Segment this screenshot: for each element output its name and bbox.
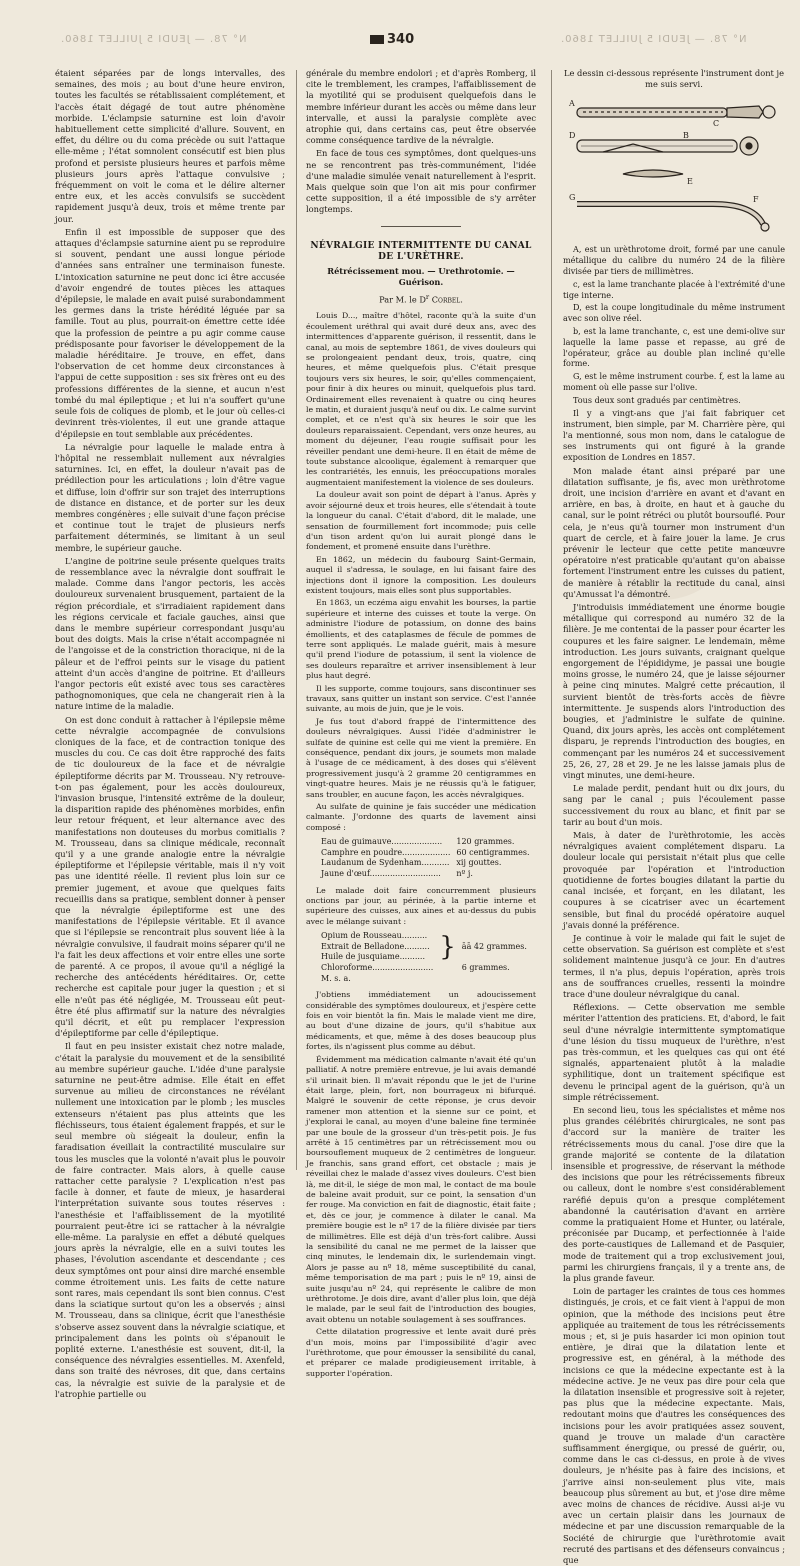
prescription-row: Jaune d'œuf............................ nº j. — [321, 869, 473, 879]
paragraph: La névralgie pour laquelle le malade entra à l'hôpital ne ressemblait nullement aux névralgies saturnines. Ici, en effet, la douleur n'avait pas de prédilection pour les articulations ; loin d'être vague et diffuse, loin d'offrir sur son trajet des interruptions de distance en distance, et de porter sur les deux membres congénères ; elle suivait d'une façon précise et continue tout le trajet de plusieurs nerfs parfaitement déterminés, se limitant à un seul membre, le supérieur gauche. — [55, 441, 285, 553]
paragraph: L'angine de poitrine seule présente quelques traits de ressemblance avec la névralgie dont souffrait le malade. Comme dans l'angor pectoris, les accès douloureux survenaient brusquement, partaient de la région précordiale, et s'irradiaient rapidement dans les régions cervicale et faciale gauches, ainsi que dans le membre supérieur correspondant jusqu'au bout des doigts. Mais la crise n'était accompagnée ni de l'angoisse et de la constriction thoracique, ni de la pâleur et de l'effroi peints sur le visage du patient atteint d'un accès d'angine de poitrine. Et d'ailleurs l'angor pectoris eût existé avec tous ses caractères pathognomoniques, que cela ne changerait rien à la nature intime de la maladie. — [55, 555, 285, 712]
prescription-table-2: Opium de Rousseau.......... } āā 42 grammes. Extrait de Belladone.......... Huile de jusquiame.......... Chloroforme........................ 6 grammes. M. s. a. — [321, 931, 527, 983]
paragraph: c, est la lame tranchante placée à l'extrémité d'une tige interne. — [563, 278, 785, 300]
paragraph: En 1863, un eczéma aigu envahit les bourses, la partie supérieure et interne des cuisses et toute la verge. On administre l'iodure de potassium, on donne des bains émollients, et des cataplasmes de fécule de pommes de terre sont appliqués. Le malade guérit, mais à mesure qu'il prend l'iodure de potassium, il sent la violence de ses douleurs reparaître et arriver insensiblement à leur plus haut degré. — [306, 598, 536, 681]
paragraph: J'obtiens immédiatement un adoucissement considérable des symptômes douloureux, et j'espère cette fois en voir bientôt la fin. Mais le malade vient me dire, au bout d'une dizaine de jours, qu'il s'habitue aux médicaments, et que, même à des doses beaucoup plus fortes, ils n'agissent plus comme au début. — [306, 990, 536, 1052]
paragraph: générale du membre endolori ; et d'après Romberg, il cite le tremblement, les crampes, l'affaiblissement de la myotilité qui se produisent quelquefois dans le membre inférieur durant les accès ou même dans leur intervalle, et aussi la paralysie complète avec atrophie qui, dans certains cas, peut être observée comme conséquence tardive de la névralgie. — [306, 68, 536, 146]
paragraph: G, est le même instrument courbe. f, est la lame au moment où elle passe sur l'olive. — [563, 371, 785, 392]
section-divider — [381, 226, 461, 227]
paragraph: Il y a vingt-ans que j'ai fait fabriquer cet instrument, bien simple, par M. Charrière père, qui l'a mentionné, sous mon nom, dans le catalogue de ses instruments qui ont figuré à la grande exposition de Londres en 1857. — [563, 407, 785, 463]
figure-label: B — [683, 131, 689, 141]
paragraph: Je continue à voir le malade qui fait le sujet de cette observation. Sa guérison est complète et s'est solidement maintenue jusqu'à ce jour. En d'autres termes, il n'a plus, depuis l'opération, après trois ans de souffrances cruelles, ressenti la moindre trace d'une douleur névralgique du canal. — [563, 932, 785, 999]
paragraph: Enfin il est impossible de supposer que des attaques d'éclampsie saturnine aient pu se reproduire si souvent, pendant une aussi longue période d'années sans entraîner une terminaison funeste. L'intoxication saturnine ne peut donc ici être accusée d'avoir engendré de toutes pièces les attaques d'épilepsie, le malade en avait puisé surabondamment les germes dans la triste hérédité léguée par sa famille. Tout au plus, pourrait-on émettre cette idée que la profession de peintre a pu agir comme cause prédisposante pour favoriser le développement de la maladie héréditaire. Je trouve, en effet, dans l'observation de cet homme deux circonstances à l'appui de cette supposition : ses six frères ont eu des professions différentes de la sienne, et aucun n'est tombé du mal épileptique ; et lui n'a souffert qu'une seule fois de coliques de plomb, et le jour où celles-ci devinrent très-violentes, il eut une grande attaque d'épilepsie en tout semblable aux précédentes. — [55, 226, 285, 439]
paragraph: Tous deux sont gradués par centimètres. — [573, 394, 741, 405]
instrument-drawing — [563, 94, 785, 236]
paragraph: On est donc conduit à rattacher à l'épilepsie même cette névralgie accompagnée de convulsions cloniques de la face, et de contraction tonique des muscles du cou. Ce cas doit être rapproché des faits de tic douloureux de la face et de névralgie épileptiforme décrits par M. Trousseau. N'y retrouve-t-on pas également, pour les accès douloureux, l'invasion brusque, l'intensité extrême de la douleur, la disparition rapide des phénomènes morbides, enfin leur retour fréquent, et leur alternance avec des manifestations non douteuses du morbus comitialis ? M. Trousseau, dans sa clinique médicale, reconnaît qu'il y a une grande analogie entre la névralgie épileptiforme et l'épilepsie véritable, mais il n'y voit pas une identité réelle. Il revient plus loin sur ce premier jugement, et avoue que quelques faits recueillis dans sa pratique, semblent donner à penser que la névralgie épileptiforme est une des manifestations de l'épilepsie véritable. Et il avance que si l'épilepsie se rencontrait plus souvent liée à la névralgie convulsive, il faudrait moins séparer qu'il ne l'a fait les deux affections et voir entre elles une sorte de parenté. A ce propos, il avoue qu'il a négligé la recherche des antécédents héréditaires. Or, cette recherche est capitale pour juger la question ; et si elle n'eût pas été négligée, M. Trousseau eût peut-être été plus affirmatif sur la nature des névralgies qu'il décrit, et eût pu remplacer l'expression d'épileptiforme par celle d'épileptique. — [55, 714, 285, 1039]
figure-label: C — [713, 119, 720, 129]
column-1 — [55, 68, 285, 1399]
paragraph: Le malade doit faire concurremment plusieurs onctions par jour, au périnée, à la partie interne et supérieure des cuisses, aux aines et au-dessus du pubis avec le mélange suivant : — [306, 885, 536, 926]
paragraph: Évidemment ma médication calmante n'avait été qu'un palliatif. A notre première entrevue, je lui avais demandé s'il urinait bien. Il m'avait répondu que le jet de l'urine était large, plein, fort, non bourrageux ni bifurqué. Malgré le souvenir de cette réponse, je crus devoir ramener mon attention et la sienne sur ce point, et j'explorai le canal, au moyen d'une baleine fine terminée par une boule de la grosseur d'un très-petit pois. Je fus arrêté à 15 centimètres par un rétrécissement mou ou boursouflement muqueux de 2 centimètres de longueur. Je franchis, sans grand effort, cet obstacle ; mais je réveillai chez le malade d'assez vives douleurs. C'est bien là, me dit-il, le siége de mon mal, le contact de ma boule de baleine avait produit, sur ce point, la sensation d'un fer rouge. Ma conviction en fait de diagnostic, était faite ; et, dès ce jour, je commence à dilater le canal. Ma première bougie est le nº 17 de la filière divisée par tiers de millimètres. Elle est déjà d'un très-fort calibre. Aussi la sensibilité du canal ne me permet de la laisser que cinq minutes, le lendemain dix, le surlendemain vingt. Alors je passe au nº 18, même susceptibilité du canal, même temporisation de ma part ; puis le nº 19, ainsi de suite jusqu'au nº 24, qui représente le calibre de mon urèthrotome. Je dois dire, avant d'aller plus loin, que déjà le malade, par le seul fait de l'introduction des bougies, avait obtenu un notable soulagement à ses souffrances. — [306, 1054, 536, 1324]
ornament-icon — [370, 35, 384, 44]
paragraph: D, est la coupe longitudinale du même instrument avec son olive réel. — [563, 302, 785, 324]
paragraph: J'introduisis immédiatement une énorme bougie métallique qui correspond au numéro 32 de la filière. Je me contentai de la passer pour écarter les coupures et les faire saigner. Le lendemain, même introduction. Les jours suivants, craignant quelque engorgement de l'épididyme, je passai une bougie moins grosse, le numéro 24, que je laisse séjourner à peine cinq minutes. Malgré cette précaution, il survient bientôt de très-forts accès de fièvre intermittente. Je suspends alors l'introduction des bougies, et j'administre le sulfate de quinine. Quand, dix jours après, les accès ont complétement disparu, je reprends l'introduction des bougies, en commençant par les numéros 24 et successivement 25, 26, 27, 28 et 29. Je ne les laisse jamais plus de vingt minutes, une demi-heure. — [563, 602, 785, 781]
figure-label: F — [753, 195, 759, 205]
paragraph: Je fus tout d'abord frappé de l'intermittence des douleurs névralgiques. Aussi l'idée d'administrer le sulfate de quinine est celle qui me vient la première. En conséquence, pendant dix jours, je soumets mon malade à l'usage de ce médicament, à des doses qui s'élèvent progressivement jusqu'à 2 gramme 20 centigrammes en vingt-quatre heures. Mais je ne réussis qu'à le fatiguer, sans troubler, en aucune façon, les accès névralgiques. — [306, 716, 536, 799]
prescription-row: Laudanum de Sydenham........... xij gouttes. — [321, 858, 502, 868]
paragraph: étaient séparées par de longs intervalles, des semaines, des mois ; au bout d'une heure environ, toutes les facultés se rétablissaient complétement, et l'accès était dégagé de tout autre phénomène morbide. L'éclampsie saturnine est loin d'avoir habituellement cette simplicité d'allure. Souvent, en effet, du délire ou du coma précède ou suit l'attaque elle-même ; l'état somnolent consécutif est bien plus profond et persiste plusieurs heures et parfois même plusieurs jours après l'attaque convulsive ; fréquemment on voit le coma et le délire alterner entre eux, et les accès convulsifs se succèdent rapidement jusqu'à deux, trois et même trente par jour. — [55, 68, 285, 224]
prescription-row: Camphre en poudre................... 60 centigrammes. — [321, 847, 530, 857]
bleed-through-header-left: N° 78. — JEUDI 5 JUILLET 1860. — [60, 34, 247, 45]
paragraph: b, est la lame tranchante, c, est une demi-olive sur laquelle la lame passe et repasse, au gré de l'opérateur, grâce au double plan incliné qu'elle forme. — [563, 325, 785, 369]
column-3 — [563, 68, 785, 1566]
figure-description — [563, 244, 785, 405]
paragraph: Le malade perdit, pendant huit ou dix jours, du sang par le canal ; puis l'écoulement passe successivement du roux au blanc, et finit par se tarir au bout d'un mois. — [563, 783, 785, 827]
paragraph: A, est un urèthrotome droit, formé par une canule métallique du calibre du numéro 24 de la filière divisée par tiers de millimètres. — [563, 244, 785, 276]
bleed-through-header-right: N° 78. — JEUDI 5 JUILLET 1860. — [560, 34, 747, 45]
column-2 — [306, 68, 536, 1378]
page-header — [0, 30, 800, 52]
figure-label: E — [687, 177, 693, 187]
column-rule — [551, 70, 552, 1170]
paragraph: Loin de partager les craintes de tous ces hommes distingués, je crois, et ce fait vient à l'appui de mon opinion, que la méthode des incisions peut être appliquée au traitement de tous les rétrécissements mous ; et, si je puis hasarder ici mon opinion tout entière, je dirai que la dilatation lente et progressive est, en général, à la méthode des incisions ce que la médecine expectante est à la médecine active. Je ne veux pas dire pour cela que la dilatation insensible et progressive soit à rejeter, pas plus que la médecine expectante. Mais, redoutant moins que d'autres les conséquences des incisions pour les avoir pratiquées assez souvent, quand je trouve un malade d'un caractère suffisamment énergique, ou pressé de guérir, ou, comme dans le cas ci-dessus, en proie à de vives douleurs, je n'hésite pas à faire des incisions, et j'arrive ainsi non-seulement plus vite, mais beaucoup plus sûrement au but, et j'ose dire même avec moins de chances de récidive. Aussi ai-je vu avec un certain plaisir dans les journaux de médecine et par une discussion remarquable de la Société de chirurgie que l'urèthrotomie avait recruté des partisans et des défenseurs convaincus ; que — [563, 1286, 785, 1566]
paragraph: Mais, à dater de l'urèthrotomie, les accès névralgiques avaient complétement disparu. La douleur locale qui persistait n'était plus que celle provoquée par l'opération et l'introduction quotidienne de fortes bougies dilatant la partie du canal incisée, et forçant, en les dilatant, les coupures à se cicatriser avec un écartement sensible, but final du procédé opératoire auquel j'avais donné la préférence. — [563, 830, 785, 930]
figure-caption: Le dessin ci-dessous représente l'instrument dont je me suis servi. — [564, 68, 784, 90]
paragraph: En face de tous ces symptômes, dont quelques-uns ne se rencontrent pas très-communément, l'idée d'une maladie simulée venait naturellement à l'esprit. Mais quelque soin que l'on ait mis pour confirmer cette supposition, il a été impossible de s'y arrêter longtemps. — [306, 148, 536, 215]
paragraph: Il les supporte, comme toujours, sans discontinuer ses travaux, sans quitter un instant son service. C'est l'année suivante, au mois de juin, que je le vois. — [306, 683, 536, 714]
column-rule — [296, 70, 297, 1170]
paragraph: Louis D..., maître d'hôtel, raconte qu'à la suite d'un écoulement uréthral qui avait duré deux ans, avec des intermittences d'apparente guérison, il ressentit, dans le canal, au mois de septembre 1861, de vives douleurs qui se prolongeaient pendant deux, trois, quatre, cinq heures, et même quelquefois plus. C'était presque toujours vers six heures, le soir, qu'elles commençaient, pour finir à dix heures ou minuit, quelquefois plus tard. Ordinairement elles revenaient à quatre ou cinq heures le matin, et duraient jusqu'à neuf ou dix. Le calme survint complet, et ce n'est qu'à six heures le soir que les douleurs reparaissaient. Cependant, vers onze heures, au moment du déjeuner, l'eau rougie suffisait pour les réveiller pendant une demi-heure. Il en était de même de toute substance alcoolique, également à remarquer que les contrariétés, les ennuis, les préoccupations morales augmentaient manifestement la violence de ses douleurs. — [306, 311, 536, 487]
figure-label: A — [569, 99, 575, 109]
paragraph: Il faut en peu insister existait chez notre malade, c'était la paralysie du mouvement et de la sensibilité au membre supérieur gauche. L'idée d'une paralysie saturnine ne peut-être admise. Elle était en effet survenue au milieu de circonstances ne révélant nullement une intoxication par le plomb ; les muscles extenseurs n'étaient pas plus atteints que les fléchisseurs, tous étaient également frappés, et sur le seul membre où siégeait la douleur, enfin la faradisation éveillait la contractilité musculaire sur tous les muscles que la volonté n'avait plus le pouvoir de faire contracter. Mais alors, à quelle cause rattacher cette paralysie ? L'explication n'est pas facile à donner, et faute de mieux, je hasarderai l'interprétation suivante sous toutes réserves : l'anesthésie et l'affaiblissement de la myotilité pourraient peut-être ici se rattacher à la névralgie elle-même. La paralysie en effet a débuté quelques jours après la névralgie, elle en a suivi toutes les phases, l'évolution ascendante et descendante ; ces deux symptômes ont pour ainsi dire marché ensemble comme étroitement unis. Les faits de cette nature sont rares, mais cependant ils sont bien connus. C'est dans la sciatique surtout qu'on les a observés ; ainsi M. Trousseau, dans sa clinique, écrit que l'anesthésie s'observe assez souvent dans la névralgie sciatique, et principalement dans les points où s'épanouit le poplité externe. L'anesthésie est souvent, dit-il, la conséquence des névralgies essentielles. M. Axenfeld, dans son traité des névroses, dit que, dans certains cas, la névralgie est suivie de la paralysie et de l'atrophie partielle ou — [55, 1041, 285, 1399]
prescription-table-1 — [318, 837, 533, 879]
article-title: NÉVRALGIE INTERMITTENTE DU CANAL DE L'URÈTHRE. — [310, 240, 532, 262]
figure-label: G — [569, 193, 576, 203]
page-number: 340 — [370, 32, 414, 47]
paragraph: En second lieu, tous les spécialistes et même nos plus grandes célébrités chirurgicales, ne sont pas d'accord sur la manière de traiter les rétrécissements mous du canal. J'ose dire que la grande majorité se contente de la dilatation insensible et progressive, de réservant la méthode des incisions que pour les rétrécissements fibreux ou calleux, dont le nombre s'est considérablement raréfié depuis qu'on a presque complétement abandonné la cautérisation d'avant en arrière comme la pratiquaient Home et Hunter, ou latérale, préconisée par Ducamp, et perfectionnée à l'aide des porte-caustiques de Lallemand et de Pasquier, mode de traitement qui a trop exclusivement joui, parmi les chirurgiens français, il y a trente ans, de la plus grande faveur. — [563, 1104, 785, 1283]
article-subtitle: Rétrécissement mou. — Urethrotomie. — Guérison. — [327, 266, 515, 288]
paragraph: Réflexions. — Cette observation me semble mériter l'attention des praticiens. Et, d'abord, le fait seul d'une névralgie intermittente symptomatique d'une lésion du tissu muqueux de l'urèthre, n'est pas très-commun, et les quelques cas qui ont été signalés, appartenaient plutôt à la maladie syphilitique, dont un traitement spécifique est devenu le principal agent de la guérison, qu'à un simple rétrécissement. — [563, 1002, 785, 1102]
article-author: Par M. le $D^r$ Corbel. — [379, 293, 463, 306]
paragraph: La douleur avait son point de départ à l'anus. Après y avoir séjourné deux et trois heures, elle s'étendait à toute la longueur du canal. C'était d'abord, dit le malade, une sensation de fourmillement fort incommode; puis celle d'un tison ardent qu'on lui aurait plongé dans le fondement, et promené ensuite dans l'urèthre. — [306, 490, 536, 552]
paragraph: Au sulfate de quinine je fais succéder une médication calmante. J'ordonne des quarts de lavement ainsi composé : — [306, 802, 536, 832]
urethrotome-figure — [563, 94, 785, 236]
prescription-row: Eau de guimauve.................... 120 grammes. — [321, 837, 515, 847]
brace-glyph: } — [439, 931, 456, 962]
paragraph: Mon malade étant ainsi préparé par une dilatation suffisante, je fis, avec mon urèthrotome droit, une incision d'arrière en avant et d'avant en arrière, en bas, à droite, en haut et à gauche du canal, sur le point rétréci ou plutôt boursouflé. Pour cela, je n'eus qu'à tourner mon instrument d'un quart de cercle, et à faire jouer la lame. Je crus prévenir le lecteur que cette petite manœuvre opératoire n'est praticable qu'autant qu'on abaisse fortement l'instrument entre les cuisses du patient, de manière à rétablir la rectitude du canal, ainsi qu'Amussat l'a démontré. — [563, 465, 785, 599]
paragraph: En 1862, un médecin du faubourg Saint-Germain, auquel il s'adressa, le soulage, en lui faisant faire des injections dont il ignore la composition. Les douleurs existent toujours, mais elles sont plus supportables. — [306, 554, 536, 595]
figure-label: D — [569, 131, 576, 141]
paragraph: Cette dilatation progressive et lente avait duré près d'un mois, moins par l'impossibilité d'agir avec l'urèthrotome, que pour émousser la sensibilité du canal, et préparer ce malade prodigieusement irritable, à supporter l'opération. — [306, 1327, 536, 1378]
